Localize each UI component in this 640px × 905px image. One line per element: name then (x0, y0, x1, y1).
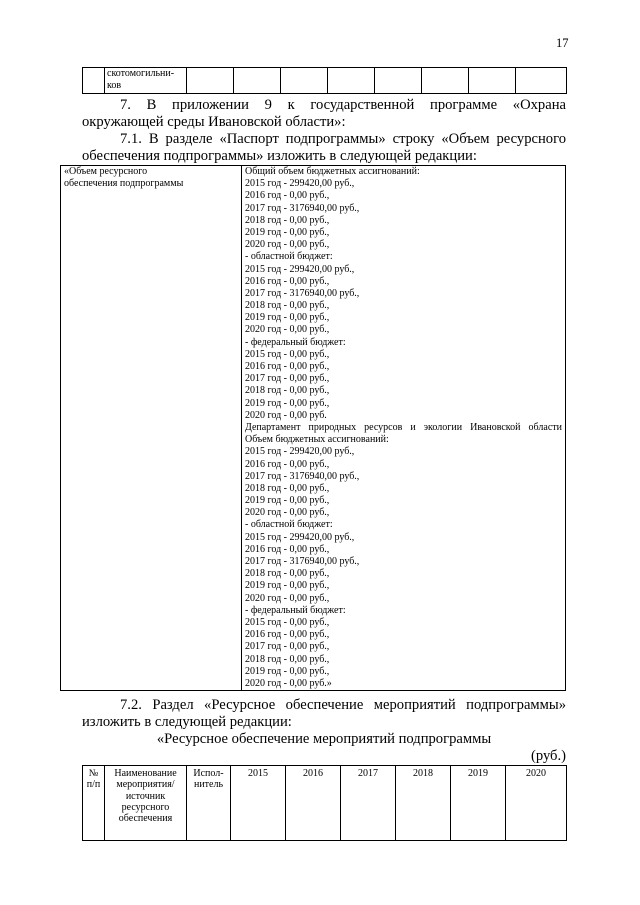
table-header-cell: Наименование мероприятия/ источник ресурсного обеспечения (105, 766, 187, 841)
table-header-cell: 2016 (286, 766, 341, 841)
passport-line: 2017 год - 3176940,00 руб., (245, 470, 360, 482)
table-header-cell: 2017 (341, 766, 396, 841)
passport-line: 2020 год - 0,00 руб.» (245, 677, 332, 689)
passport-line: 2019 год - 0,00 руб., (245, 580, 330, 592)
table-header-cell: 2015 (231, 766, 286, 841)
passport-line: 2016 год - 0,00 руб., (245, 275, 330, 287)
table-cell (281, 68, 328, 94)
passport-line: 2015 год - 299420,00 руб., (245, 263, 355, 275)
passport-line: - областной бюджет: (245, 519, 333, 531)
passport-line: 2020 год - 0,00 руб. (245, 409, 327, 421)
passport-line: 2018 год - 0,00 руб., (245, 300, 330, 312)
passport-line: - областной бюджет: (245, 251, 333, 263)
passport-value-cell (242, 166, 566, 691)
passport-line: 2016 год - 0,00 руб., (245, 190, 330, 202)
table-row (61, 166, 566, 691)
table-header-cell: № п/п (83, 766, 105, 841)
resource-heading: «Ресурсное обеспечение мероприятий подпрограммы (156, 731, 492, 747)
paragraph-7-2 (82, 697, 566, 730)
unit-label: (руб.) (530, 748, 566, 764)
paragraph-line: окружающей среды Ивановской области»: (82, 113, 346, 130)
passport-line: 2015 год - 0,00 руб., (245, 348, 330, 360)
passport-line: 2018 год - 0,00 руб., (245, 482, 330, 494)
passport-line: 2016 год - 0,00 руб., (245, 543, 330, 555)
table-header-cell: 2019 (451, 766, 506, 841)
passport-line: 2019 год - 0,00 руб., (245, 312, 330, 324)
passport-line: 2017 год - 3176940,00 руб., (245, 287, 360, 299)
table-cell (422, 68, 469, 94)
passport-line: 2020 год - 0,00 руб., (245, 324, 330, 336)
passport-line: 2015 год - 299420,00 руб., (245, 531, 355, 543)
table-header-row (83, 766, 567, 841)
passport-line: 2016 год - 0,00 руб., (245, 361, 330, 372)
paragraph-line: 7. В приложении 9 к государственной программе «Охрана (120, 97, 566, 113)
table-cell (328, 68, 375, 94)
passport-line: 2016 год - 0,00 руб., (245, 629, 330, 641)
table-cell (187, 68, 234, 94)
table-row (83, 68, 567, 94)
passport-line: 2015 год - 0,00 руб., (245, 616, 330, 628)
passport-line: - федеральный бюджет: (245, 604, 346, 616)
table-header-cell: 2020 (506, 766, 567, 841)
paragraph-line: 7.1. В разделе «Паспорт подпрограммы» строку «Объем ресурсного (120, 131, 566, 147)
passport-line: 2015 год - 299420,00 руб., (245, 446, 355, 458)
passport-table (60, 165, 566, 691)
table-cell (375, 68, 422, 94)
table-cell: скотомогильни- ков (105, 68, 187, 94)
passport-label: «Объем ресурсного обеспечения подпрограммы (64, 166, 184, 190)
table-header-cell: 2018 (396, 766, 451, 841)
table-header-cell: Испол- нитель (187, 766, 231, 841)
passport-line: - федеральный бюджет: (245, 336, 346, 348)
passport-line: 2017 год - 0,00 руб., (245, 373, 330, 385)
paragraph-line: 7.2. Раздел «Ресурсное обеспечение мероприятий подпрограммы» (120, 697, 566, 713)
passport-line: 2020 год - 0,00 руб., (245, 592, 330, 604)
passport-line: 2017 год - 3176940,00 руб., (245, 202, 360, 214)
passport-line: 2020 год - 0,00 руб., (245, 239, 330, 251)
resource-table (82, 765, 567, 841)
passport-line: 2019 год - 0,00 руб., (245, 397, 330, 409)
passport-line: 2019 год - 0,00 руб., (245, 226, 330, 238)
passport-line: 2019 год - 0,00 руб., (245, 495, 330, 507)
passport-line: 2016 год - 0,00 руб., (245, 458, 330, 470)
table-cell (83, 68, 105, 94)
passport-line: Объем бюджетных ассигнований: (245, 434, 389, 446)
continued-table (82, 67, 567, 94)
paragraph-line: обеспечения подпрограммы» изложить в следующей редакции: (82, 147, 477, 164)
table-cell (469, 68, 516, 94)
passport-line: 2020 год - 0,00 руб., (245, 507, 330, 519)
passport-line: 2018 год - 0,00 руб., (245, 214, 330, 226)
passport-line: 2018 год - 0,00 руб., (245, 385, 330, 397)
table-cell (516, 68, 567, 94)
passport-line: 2017 год - 3176940,00 руб., (245, 556, 360, 567)
paragraph-7-1 (82, 131, 566, 164)
paragraph-7 (82, 97, 566, 130)
page-number: 17 (556, 36, 569, 50)
table-cell (234, 68, 281, 94)
passport-line: Департамент природных ресурсов и экологии Ивановской области (245, 421, 562, 433)
passport-line: 2015 год - 299420,00 руб., (245, 178, 355, 190)
passport-line: 2018 год - 0,00 руб., (245, 568, 330, 580)
paragraph-line: изложить в следующей редакции: (82, 713, 292, 730)
passport-line: 2019 год - 0,00 руб., (245, 665, 330, 677)
passport-line: 2017 год - 0,00 руб., (245, 641, 330, 653)
passport-label-cell (61, 166, 242, 691)
passport-line: 2018 год - 0,00 руб., (245, 653, 330, 665)
passport-line: Общий объем бюджетных ассигнований: (245, 166, 420, 177)
